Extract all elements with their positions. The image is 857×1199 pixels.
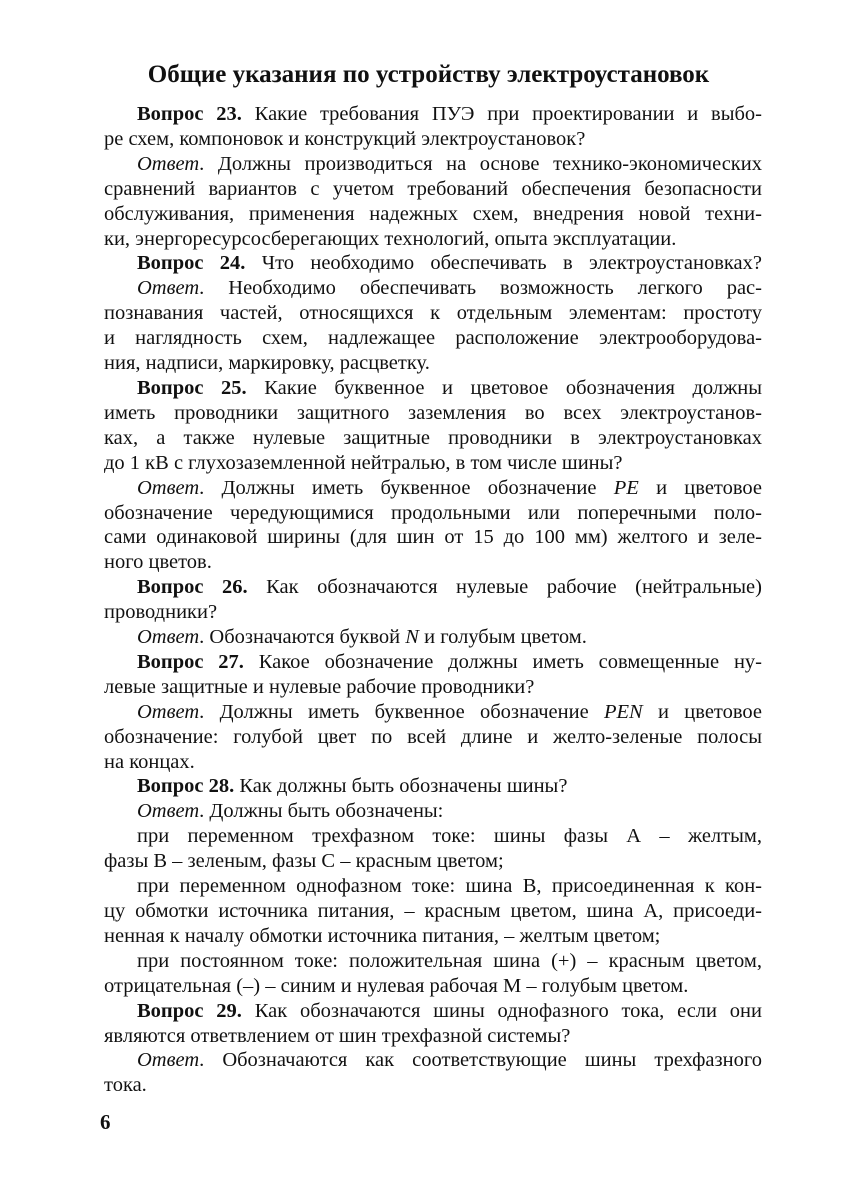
answer-24 <box>104 276 762 376</box>
question-28 <box>104 774 762 799</box>
answer-text: обслуживания, применения надежных схем, внедрения новой техни- <box>104 202 762 225</box>
question-text: ках, а также нулевые защитные проводники в электроустановках <box>104 426 762 449</box>
answer-text: и наглядность схем, надлежащее расположение электрооборудова- <box>104 327 762 350</box>
answer-26 <box>104 625 762 650</box>
answer-text: . Необходимо обеспечивать возможность легкого рас- <box>199 277 762 300</box>
answer-text: фазы В – зеленым, фазы С – красным цветом; <box>104 850 504 873</box>
answer-text: при постоянном токе: положительная шина (+) – красным цветом, <box>137 949 762 972</box>
answer-text: ния, надписи, маркировку, расцветку. <box>104 352 430 375</box>
answer-text: . Обозначаются буквой <box>199 626 406 649</box>
answer-text: и голубым цветом. <box>418 626 587 649</box>
answer-label: Ответ <box>137 152 200 175</box>
code-pe: PE <box>613 476 639 499</box>
answer-29 <box>104 1048 762 1098</box>
question-25 <box>104 376 762 476</box>
question-text: левые защитные и нулевые рабочие проводники? <box>104 675 535 698</box>
question-label: Вопрос 29. <box>137 999 242 1022</box>
answer-text: цу обмотки источника питания, – красным цветом, шина А, присоеди- <box>104 900 762 922</box>
question-text: Какие требования ПУЭ при проектировании и выбо- <box>254 103 762 125</box>
question-label: Вопрос 24. <box>137 252 246 275</box>
answer-25 <box>104 476 762 576</box>
question-text: Какие буквенное и цветовое обозначения должны <box>264 376 762 399</box>
code-pen: PEN <box>604 700 643 723</box>
answer-text: сами одинаковой ширины (для шин от 15 до 100 мм) желтого и зеле- <box>104 526 762 549</box>
page-number: 6 <box>100 1110 111 1134</box>
answer-text: и цветовое <box>642 700 762 723</box>
answer-text: познавания частей, относящихся к отдельным элементам: простоту <box>104 302 762 325</box>
question-text: ре схем, компоновок и конструкций электроустановок? <box>104 127 586 150</box>
question-label: Вопрос 28. <box>137 775 235 798</box>
question-text: Как обозначаются нулевые рабочие (нейтральные) <box>266 576 762 599</box>
answer-text: ного цветов. <box>104 551 212 574</box>
answer-28-ac-three-phase <box>104 824 762 874</box>
question-text: Как должны быть обозначены шины? <box>239 775 568 798</box>
question-27 <box>104 650 762 700</box>
question-23 <box>104 102 762 152</box>
answer-text: . Обозначаются как соответствующие шины трехфазного <box>199 1049 762 1072</box>
question-29 <box>104 999 762 1049</box>
question-text: являются ответвлением от шин трехфазной системы? <box>104 1024 571 1047</box>
answer-label: Ответ <box>137 277 200 300</box>
question-24 <box>104 251 762 276</box>
section-title: Общие указания по устройству электроустановок <box>147 61 710 88</box>
answer-27 <box>104 700 762 775</box>
code-n: N <box>405 626 419 649</box>
answer-text: ки, энергоресурсосберегающих технологий, опыта эксплуатации. <box>104 227 677 250</box>
answer-text: при переменном трехфазном токе: шины фазы А – желтым, <box>137 825 762 848</box>
answer-text: . Должны иметь буквенное обозначение <box>199 476 614 499</box>
question-label: Вопрос 27. <box>137 650 244 673</box>
question-text: Какое обозначение должны иметь совмещенные ну- <box>258 650 763 673</box>
answer-28-dc <box>104 949 762 999</box>
answer-label: Ответ <box>137 626 200 649</box>
answer-text: . Должны иметь буквенное обозначение <box>199 700 604 723</box>
answer-label: Ответ <box>137 476 200 499</box>
answer-text: ненная к началу обмотки источника питания, – желтым цветом; <box>104 924 661 947</box>
answer-label: Ответ <box>137 1049 200 1072</box>
question-text: Как обозначаются шины однофазного тока, если они <box>254 999 762 1022</box>
answer-text: обозначение чередующимися продольными или поперечными поло- <box>104 501 762 524</box>
answer-text: . Должны быть обозначены: <box>199 800 444 823</box>
answer-text: . Должны производиться на основе технико-экономических <box>199 152 762 175</box>
answer-text: тока. <box>104 1074 147 1097</box>
question-text: иметь проводники защитного заземления во всех электроустанов- <box>104 401 762 424</box>
answer-23 <box>104 152 762 252</box>
answer-text: и цветовое <box>638 476 762 499</box>
answer-label: Ответ <box>137 700 200 723</box>
answer-text: отрицательная (–) – синим и нулевая рабочая М – голубым цветом. <box>104 974 689 997</box>
answer-text: обозначение: голубой цвет по всей длине и желто-зеленые полосы <box>104 725 762 748</box>
question-text: проводники? <box>104 601 218 624</box>
answer-text: на концах. <box>104 750 195 773</box>
question-text: до 1 кВ с глухозаземленной нейтралью, в том числе шины? <box>104 451 623 474</box>
question-text: Что необходимо обеспечивать в электроустановках? <box>261 252 762 275</box>
answer-text: при переменном однофазном токе: шина В, присоединенная к кон- <box>137 875 762 898</box>
question-label: Вопрос 26. <box>137 576 248 599</box>
question-label: Вопрос 23. <box>137 103 242 125</box>
question-26 <box>104 575 762 625</box>
answer-28 <box>104 799 762 824</box>
answer-text: сравнений вариантов с учетом требований обеспечения безопасности <box>104 177 762 200</box>
question-label: Вопрос 25. <box>137 376 247 399</box>
page-body <box>104 102 762 1098</box>
answer-28-ac-single-phase <box>104 874 762 949</box>
answer-label: Ответ <box>137 800 200 823</box>
